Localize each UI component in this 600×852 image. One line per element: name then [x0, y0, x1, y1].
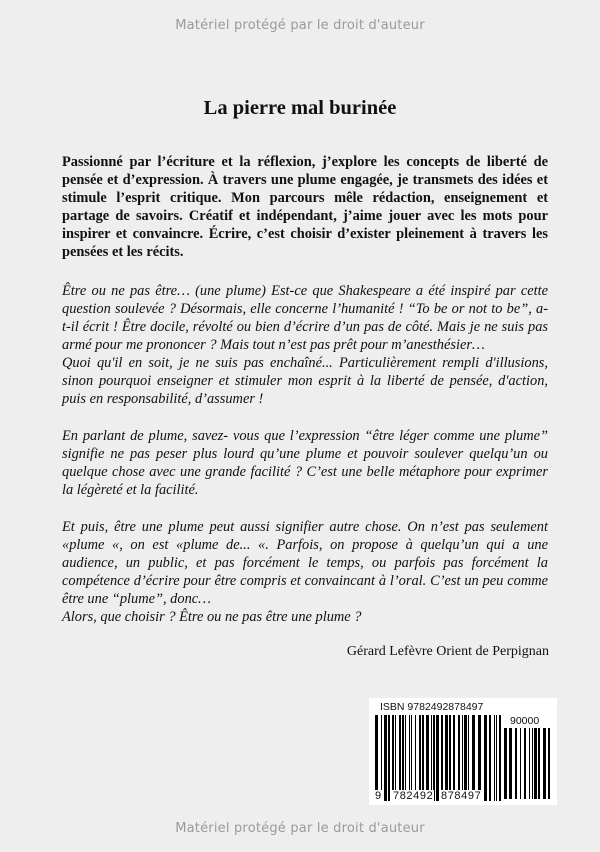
addon-barcode-bars-icon [504, 728, 552, 799]
isbn-digit-first: 9 [375, 790, 382, 802]
isbn-barcode [369, 698, 557, 805]
excerpt-paragraph: En parlant de plume, savez- vous que l’expression “être léger comme une plume” signifie ne pas peser plus lourd qu’une plume et pouvoir soulever quelqu’un ou quelque chose avec une grande facilité ? C’est une belle métaphore pour exprimer la légèreté et la facilité. [62, 428, 548, 498]
excerpt-paragraph: Et puis, être une plume peut aussi signifier autre chose. On n’est pas seulement «plume «, on est «plume de... «. Parfois, on propose à quelqu’un qui a une audience, un public, et pas forcément le temps, ou parfois pas forcément la compétence d’écrire pour être compris et convaincant à l’oral. C’est un peu comme être une “plume”, donc… [62, 519, 548, 607]
isbn-label: ISBN 9782492878497 [380, 701, 484, 713]
isbn-digits-group-2: 878497 [441, 790, 482, 802]
excerpt-paragraph: Alors, que choisir ? Être ou ne pas être une plume ? [62, 609, 362, 625]
copyright-watermark-bottom: Matériel protégé par le droit d'auteur [175, 821, 425, 836]
author-signature: Gérard Lefèvre Orient de Perpignan [346, 644, 549, 659]
excerpt-paragraph: Être ou ne pas être… (une plume) Est-ce que Shakespeare a été inspiré par cette question soulevée ? Désormais, elle concerne l’humanité ! “To be or not to be”, a-t-il écrit ! Être docile, révolté ou bien d’écrire d’un pas de côté. Mais je ne suis pas armé pour me prononcer ? Mais tout n’est pas prêt pour m’anesthésier… [62, 283, 548, 353]
excerpt-block-1 [62, 282, 548, 408]
price-addon-number: 90000 [510, 715, 540, 727]
excerpt-block-2 [62, 427, 548, 499]
excerpt-paragraph: Quoi qu'il en soit, je ne suis pas enchaîné... Particulièrement rempli d'illusions, sinon pourquoi enseigner et stimuler mon esprit à la liberté de pensée, d'action, puis en responsabilité, d’assumer ! [62, 355, 548, 407]
copyright-watermark-top: Matériel protégé par le droit d'auteur [175, 18, 425, 33]
book-title: La pierre mal burinée [203, 97, 397, 119]
excerpt-block-3 [62, 518, 548, 626]
author-bio: Passionné par l’écriture et la réflexion, j’explore les concepts de liberté de pensée et d’expression. À travers une plume engagée, je transmets des idées et stimule l’esprit critique. Mon parcours mêle rédaction, enseignement et partage de savoirs. Créatif et indépendant, j’aime jouer avec les mots pour inspirer et convaincre. Écrire, c’est choisir d’exister pleinement à travers les pensées et les récits. [62, 154, 548, 260]
barcode-bars-icon [375, 715, 501, 801]
isbn-digits-group-1: 782492 [393, 790, 434, 802]
